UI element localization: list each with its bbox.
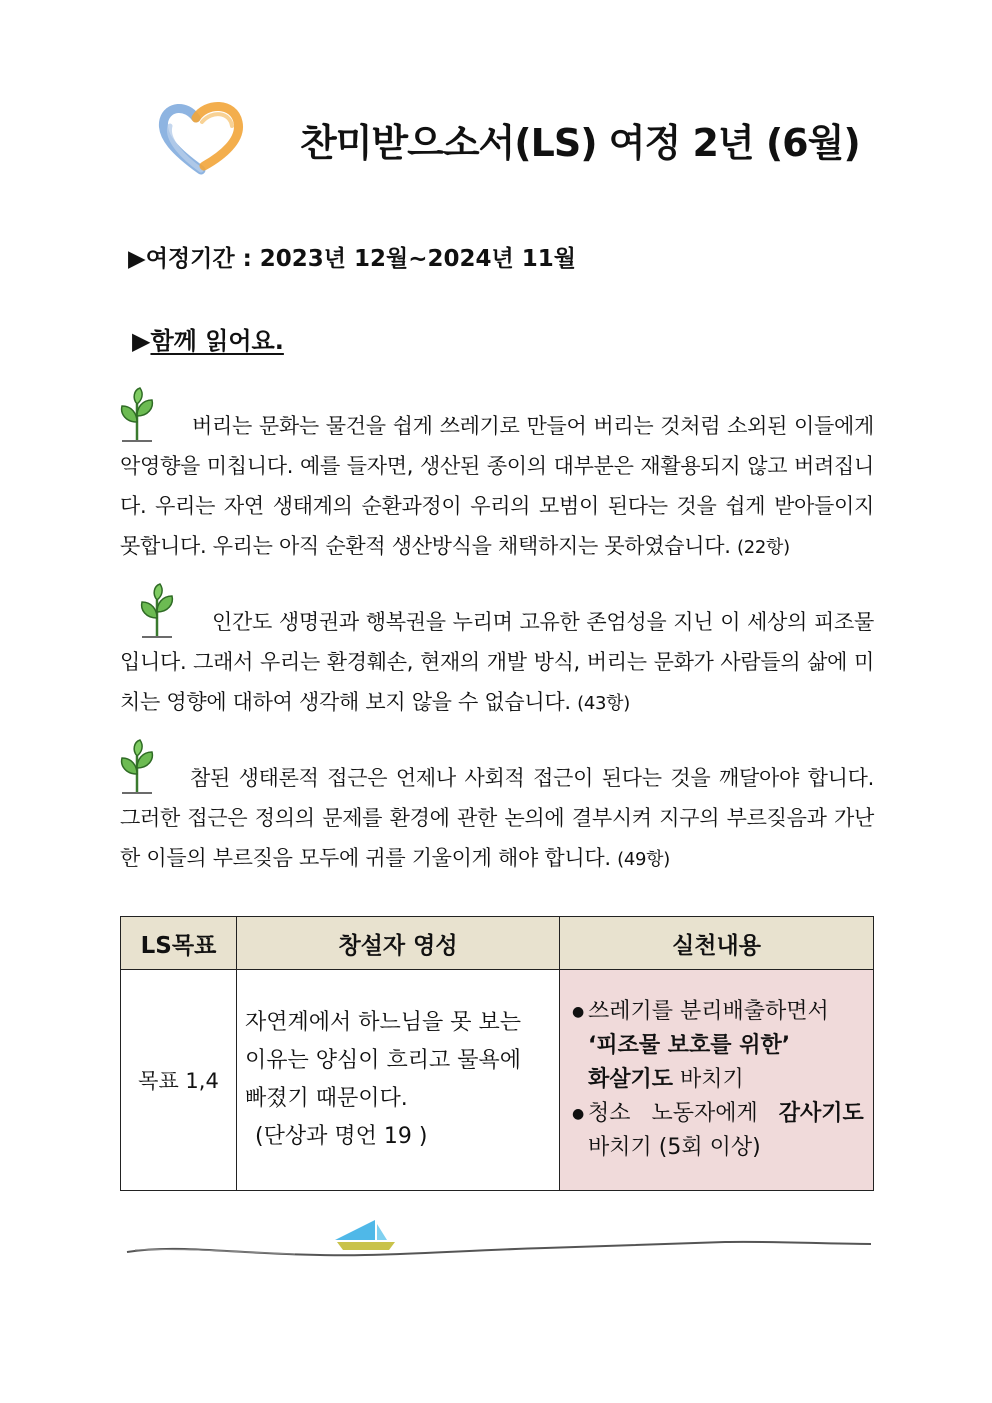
journey-period: ▶여정기간 : 2023년 12월~2024년 11월 <box>128 246 576 272</box>
sailboat-divider-icon <box>125 1210 875 1270</box>
bullet-icon: ● <box>572 1004 585 1020</box>
paragraph-2-text: 인간도 생명권과 행복권을 누리며 고유한 존엄성을 지닌 이 세상의 피조물입니다. 그래서 우리는 환경훼손, 현재의 개발 방식, 버리는 문화가 사람들의 삶에 미치는 영향에 대하여 생각해 보지 않을 수 없습니다. <box>120 610 874 714</box>
spirit-line: 빠졌기 때문이다. <box>245 1086 408 1111</box>
action-item-1: ● 쓰레기를 분리배출하면서 <box>572 995 873 1029</box>
header-founder-spirit: 창설자 영성 <box>237 917 560 970</box>
practice-cell <box>560 970 874 1191</box>
spirit-cell <box>237 970 560 1191</box>
table-row <box>121 970 874 1191</box>
section-marker: ▶ <box>132 327 151 355</box>
ls-goal-table <box>120 916 874 1191</box>
table-header-row <box>121 917 874 970</box>
paragraph-2 <box>120 602 874 724</box>
header-practice: 실천내용 <box>560 917 874 970</box>
action-item-1-line-3: 화살기도 바치기 <box>588 1067 744 1092</box>
section-heading-text: 함께 읽어요. <box>150 327 284 355</box>
paragraph-1-text: 버리는 문화는 물건을 쉽게 쓰레기로 만들어 버리는 것처럼 소외된 이들에게 악영향을 미칩니다. 예를 들자면, 생산된 종이의 대부분은 재활용되지 않고 버려집니다. 우리는 자연 생태계의 순환과정이 우리의 모범이 된다는 것을 쉽게 받아들이지 못합니다. 우리는 아직 순환적 생산방식을 채택하지는 못하였습니다. <box>120 414 874 558</box>
heart-logo-icon <box>156 100 246 176</box>
action-item-1-line-2: ‘피조물 보호를 위한’ <box>588 1033 791 1058</box>
action-item-2-line-2: 바치기 (5회 이상) <box>588 1135 761 1160</box>
spirit-line: 자연계에서 하느님을 못 보는 <box>245 1010 522 1035</box>
paragraph-3 <box>120 758 874 880</box>
paragraph-3-text: 참된 생태론적 접근은 언제나 사회적 접근이 된다는 것을 깨달아야 합니다. 그러한 접근은 정의의 문제를 환경에 관한 논의에 결부시켜 지구의 부르짖음과 가난한 이들의 부르짖음 모두에 귀를 기울이게 해야 합니다. <box>120 766 874 870</box>
section-heading <box>132 321 284 356</box>
header-ls-goal: LS목표 <box>121 917 237 970</box>
paragraph-1-ref: (22항) <box>737 537 790 558</box>
paragraph-1 <box>120 406 874 568</box>
spirit-line: 이유는 양심이 흐리고 물욕에 <box>245 1048 522 1073</box>
bullet-icon: ● <box>572 1106 585 1122</box>
goal-cell: 목표 1,4 <box>121 970 237 1191</box>
paragraph-3-ref: (49항) <box>617 849 670 870</box>
spirit-ref: (단상과 명언 19 ) <box>255 1124 428 1149</box>
action-item-2: ● 청소 노동자에게 감사기도 <box>572 1097 873 1131</box>
paragraph-2-ref: (43항) <box>577 693 630 714</box>
page-title: 찬미받으소서(LS) 여정 2년 (6월) <box>300 121 860 165</box>
